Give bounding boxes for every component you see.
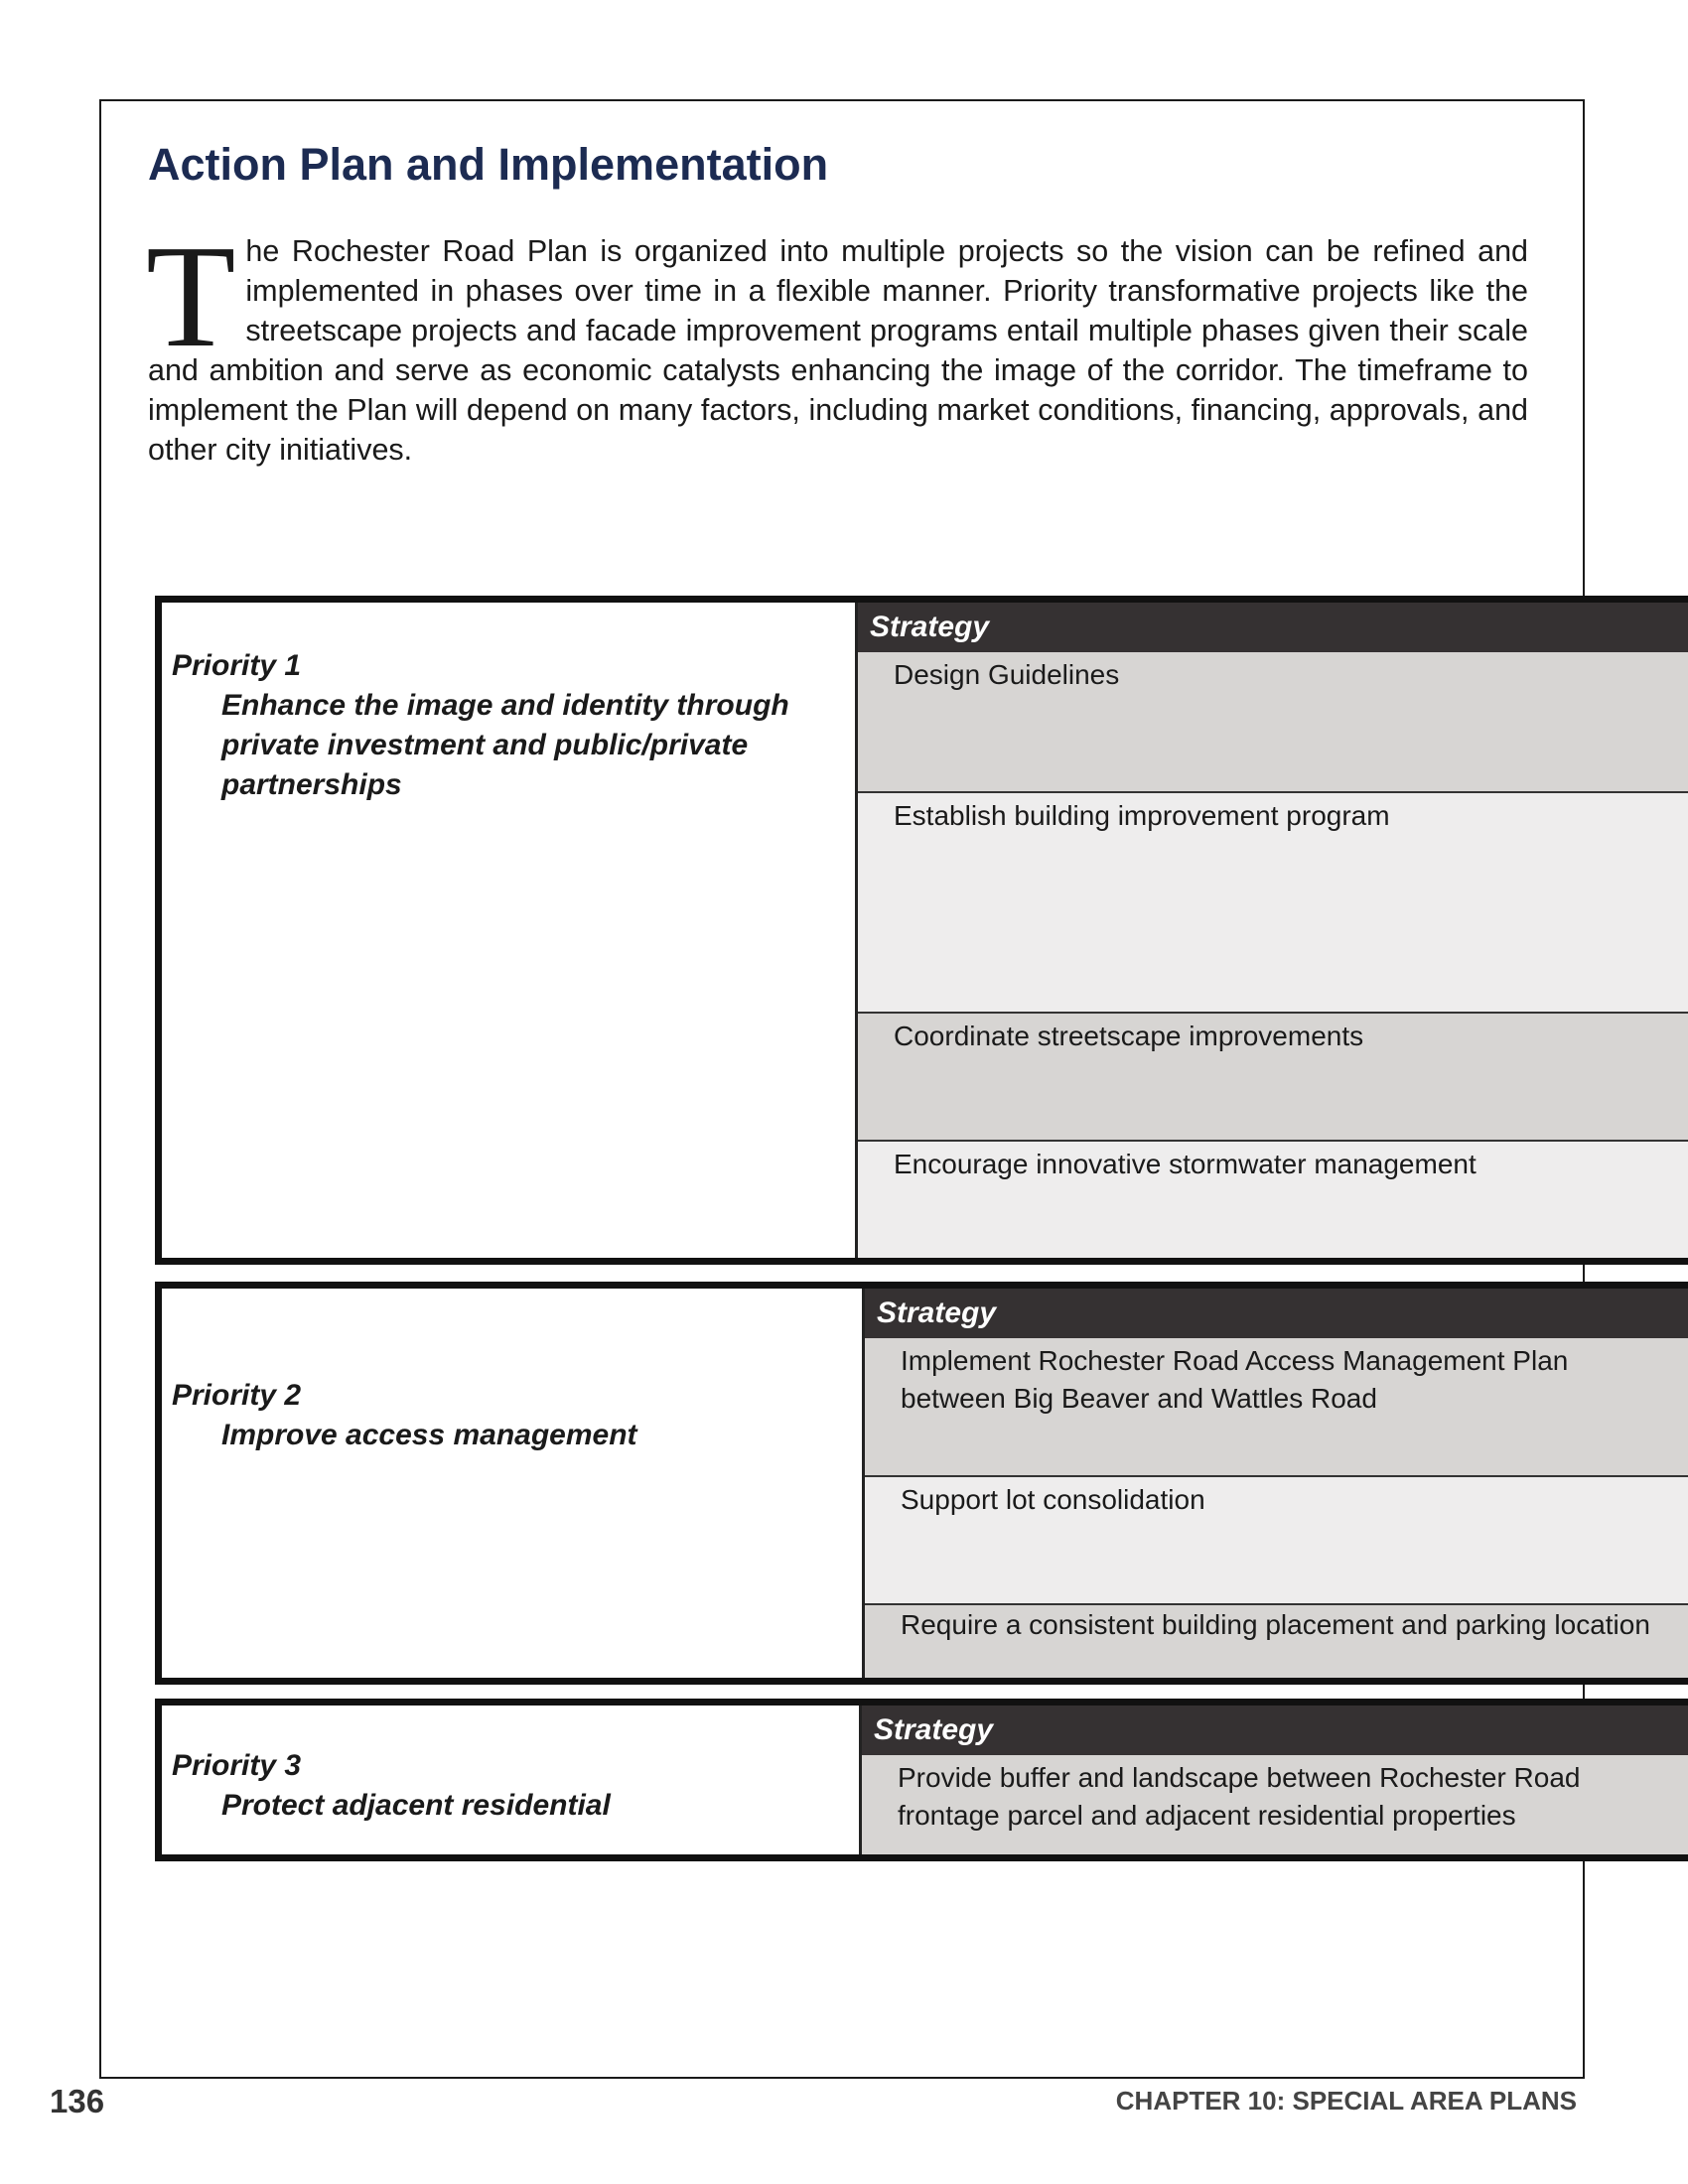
strategy-header: Strategy (865, 1289, 1688, 1338)
strategy-row: Provide buffer and landscape between Rochester Road frontage parcel and adjacent residential properties (862, 1755, 1688, 1854)
priority-label: Priority 3 (172, 1749, 302, 1782)
strategy-header: Strategy (858, 603, 1688, 652)
drop-cap: T (146, 215, 236, 378)
priority-3-block (155, 1699, 1688, 1861)
priority-2-block (155, 1282, 1688, 1685)
priority-3-heading (172, 1746, 611, 1826)
priority-label: Priority 2 (172, 1379, 302, 1412)
strategy-column (855, 603, 1688, 1258)
strategy-column (859, 1706, 1688, 1854)
intro-text: he Rochester Road Plan is organized into multiple projects so the vision can be refined and implemented in phases over time in a flexible manner. Priority transformative projects like the streetscape projects and facade improvement programs entail multiple phases given their scale and ambition and serve as economic catalysts enhancing the image of the corridor. The timeframe to implement the Plan will depend on many factors, including market conditions, financing, approvals, and other city initiatives. (148, 234, 1528, 467)
strategy-header: Strategy (862, 1706, 1688, 1755)
strategy-row: Encourage innovative stormwater management (858, 1142, 1688, 1258)
priority-label: Priority 1 (172, 649, 302, 682)
priority-goal: Improve access management (221, 1419, 637, 1451)
priority-2-heading (172, 1376, 637, 1455)
strategy-row: Coordinate streetscape improvements (858, 1014, 1688, 1142)
strategy-row: Establish building improvement program (858, 793, 1688, 1014)
priority-goal: Protect adjacent residential (221, 1789, 611, 1822)
page-number: 136 (50, 2083, 105, 2119)
priority-1-heading (172, 646, 817, 805)
strategy-row: Design Guidelines (858, 652, 1688, 793)
strategy-column (862, 1289, 1688, 1678)
chapter-footer: CHAPTER 10: SPECIAL AREA PLANS (1115, 2086, 1577, 2116)
priority-goal: Enhance the image and identity through private investment and public/private partnerships (221, 689, 789, 801)
strategy-row: Implement Rochester Road Access Management Plan between Big Beaver and Wattles Road (865, 1338, 1688, 1477)
strategy-row: Support lot consolidation (865, 1477, 1688, 1605)
intro-paragraph (146, 215, 1528, 470)
priority-1-block (155, 596, 1688, 1265)
page-title: Action Plan and Implementation (148, 139, 829, 190)
strategy-row: Require a consistent building placement and parking location (865, 1605, 1688, 1678)
